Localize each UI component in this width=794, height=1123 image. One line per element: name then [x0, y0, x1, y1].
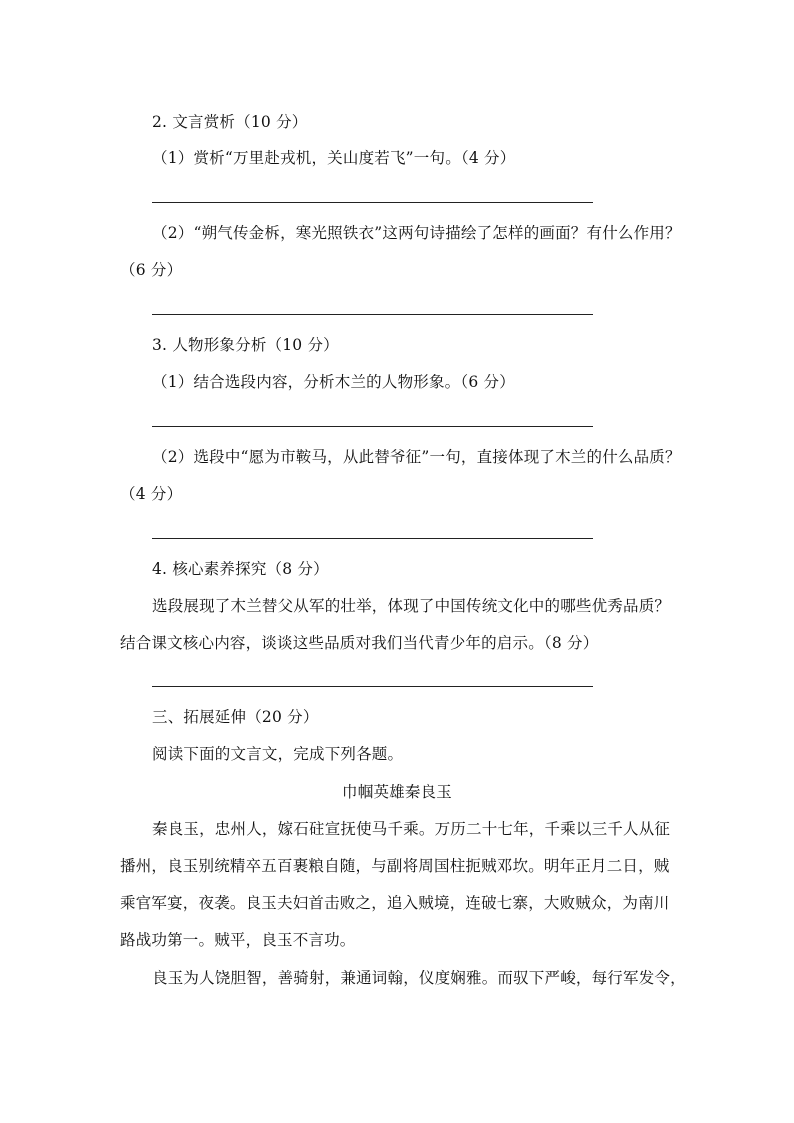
passage-line: 路战功第一。贼平，良玉不言功。	[120, 931, 356, 949]
question-3-heading: 3. 人物形象分析（10 分）	[152, 336, 339, 354]
answer-line	[152, 202, 593, 203]
question-2-1-prompt: （1）赏析“万里赴戎机，关山度若飞”一句。（4 分）	[152, 149, 516, 167]
answer-line	[152, 314, 593, 315]
reading-instruction: 阅读下面的文言文，完成下列各题。	[152, 745, 404, 763]
question-3-2-score: （4 分）	[120, 485, 183, 503]
question-2-2-prompt: （2）“朔气传金柝，寒光照铁衣”这两句诗描绘了怎样的画面？有什么作用？	[152, 224, 681, 242]
question-4-prompt-line2: 结合课文核心内容，谈谈这些品质对我们当代青少年的启示。（8 分）	[120, 634, 599, 652]
question-2-heading: 2. 文言赏析（10 分）	[152, 113, 308, 131]
question-2-2-score: （6 分）	[120, 261, 183, 279]
question-3-2-prompt: （2）选段中“愿为市鞍马，从此替爷征”一句，直接体现了木兰的什么品质？	[152, 448, 681, 466]
answer-line	[152, 426, 593, 427]
question-3-1-prompt: （1）结合选段内容，分析木兰的人物形象。（6 分）	[152, 373, 515, 391]
passage-line: 乘官军宴，夜袭。良玉夫妇首击败之，追入贼境，连破七寨，大败贼众，为南川	[120, 894, 670, 912]
passage-line: 良玉为人饶胆智，善骑射，兼通词翰，仪度娴雅。而驭下严峻，每行军发令，	[152, 969, 686, 987]
question-4-prompt-line1: 选段展现了木兰替父从军的壮举，体现了中国传统文化中的哪些优秀品质？	[152, 597, 671, 615]
section-3-heading: 三、拓展延伸（20 分）	[152, 708, 319, 726]
passage-title: 巾帼英雄秦良玉	[342, 783, 452, 801]
passage-line: 播州，良玉别统精卒五百裹粮自随，与副将周国柱扼贼邓坎。明年正月二日，贼	[120, 857, 670, 875]
question-4-heading: 4. 核心素养探究（8 分）	[152, 560, 329, 578]
answer-line	[152, 686, 593, 687]
answer-line	[152, 538, 593, 539]
passage-line: 秦良玉，忠州人，嫁石砫宣抚使马千乘。万历二十七年，千乘以三千人从征	[152, 820, 671, 838]
